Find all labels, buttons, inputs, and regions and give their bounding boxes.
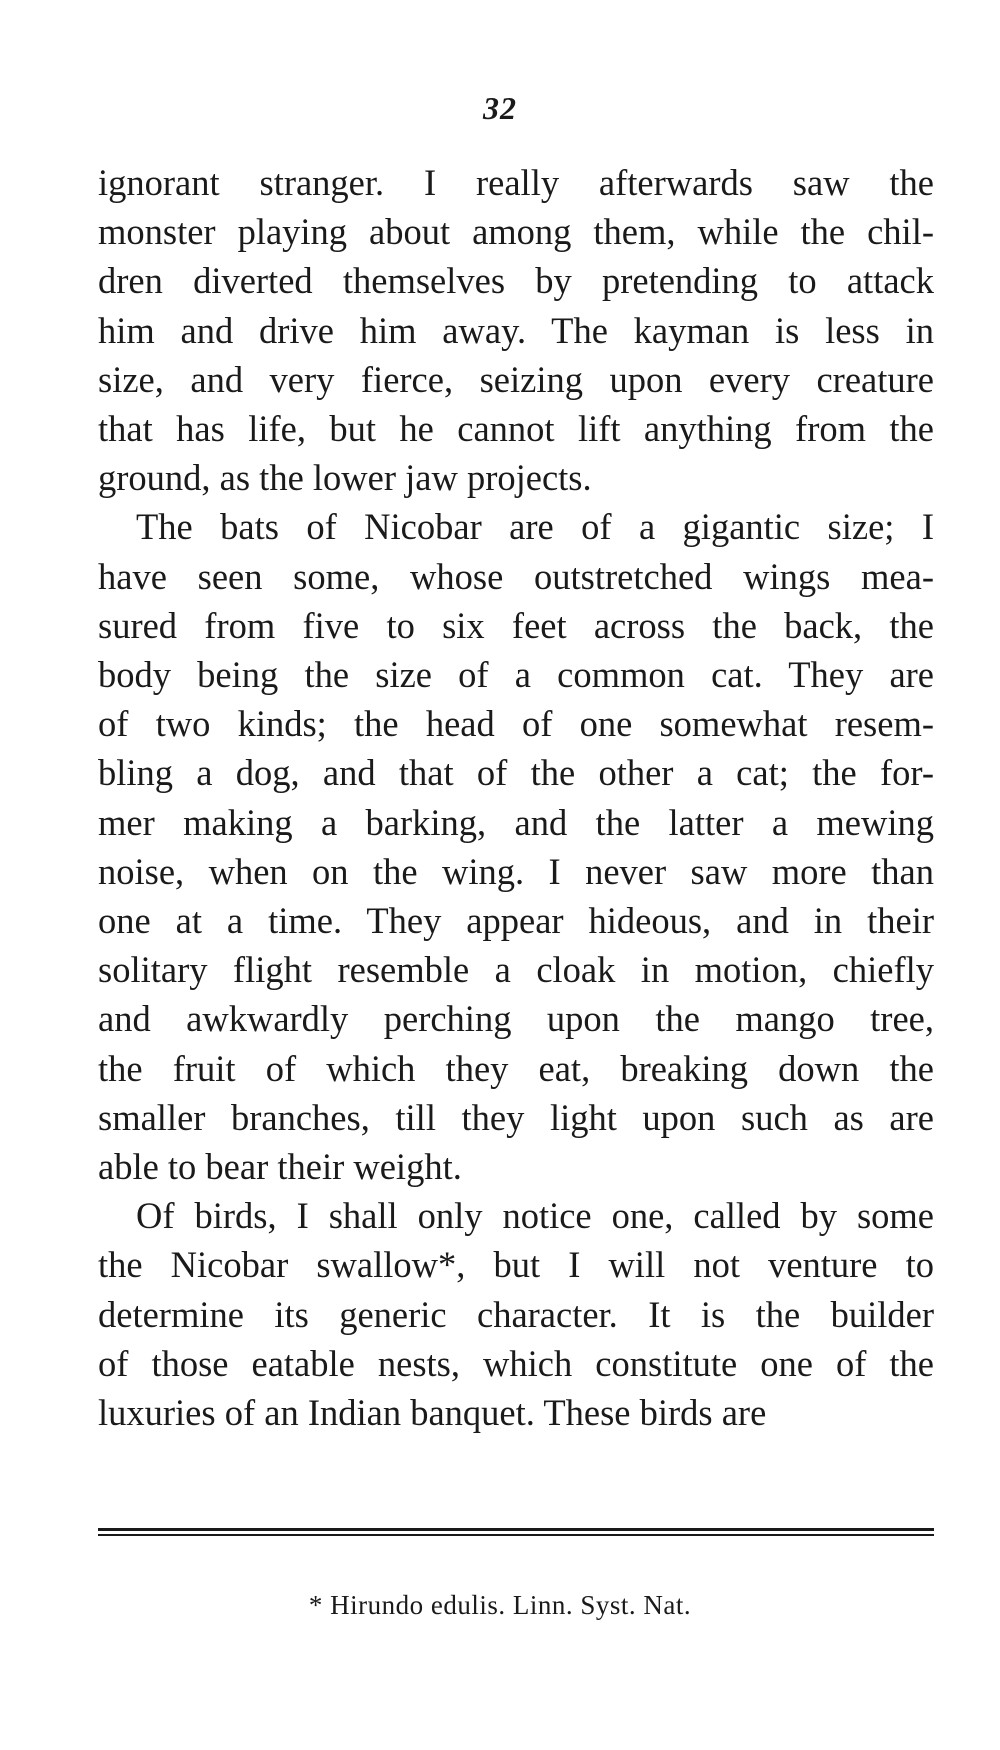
text-line: one at a time. They appear hideous, and in their <box>98 900 934 942</box>
text-line: monster playing about among them, while the chil- <box>98 211 934 253</box>
text-line: dren diverted themselves by pretending to attack <box>98 260 934 302</box>
text-line: sured from five to six feet across the back, the <box>98 604 934 646</box>
text-line: determine its generic character. It is the builder <box>98 1293 934 1335</box>
text-line: the fruit of which they eat, breaking down the <box>98 1047 934 1089</box>
text-line: solitary flight resemble a cloak in motion, chiefly <box>98 949 934 991</box>
text-line: mer making a barking, and the latter a mewing <box>98 801 934 843</box>
paragraph <box>98 158 934 502</box>
text-line: him and drive him away. The kayman is less in <box>98 309 934 351</box>
footnote: * Hirundo edulis. Linn. Syst. Nat. <box>308 1590 692 1620</box>
text-line: of those eatable nests, which constitute one of the <box>98 1342 934 1384</box>
text-line: able to bear their weight. <box>98 1146 462 1188</box>
footnote-rule-thin <box>98 1534 934 1536</box>
paragraph <box>98 1191 934 1437</box>
page-number: 32 <box>483 90 517 126</box>
body-text <box>98 158 934 1437</box>
text-line: smaller branches, till they light upon such as are <box>98 1096 934 1138</box>
text-line: and awkwardly perching upon the mango tree, <box>98 998 934 1040</box>
text-line: the Nicobar swallow*, but I will not venture to <box>98 1244 934 1286</box>
paragraph <box>98 502 934 1191</box>
text-line: body being the size of a common cat. They are <box>98 654 934 696</box>
text-line: Of birds, I shall only notice one, called by some <box>136 1195 934 1237</box>
text-line: that has life, but he cannot lift anything from the <box>98 408 934 450</box>
text-line: luxuries of an Indian banquet. These birds are <box>98 1392 767 1434</box>
text-line: of two kinds; the head of one somewhat resem- <box>98 703 934 745</box>
text-line: The bats of Nicobar are of a gigantic size; I <box>136 506 934 548</box>
text-line: ignorant stranger. I really afterwards saw the <box>98 162 934 203</box>
text-line: size, and very fierce, seizing upon every creature <box>98 358 934 400</box>
text-line: noise, when on the wing. I never saw more than <box>98 850 934 892</box>
footnote-rule-thick <box>98 1528 934 1531</box>
text-line: have seen some, whose outstretched wings mea- <box>98 555 934 597</box>
text-line: ground, as the lower jaw projects. <box>98 457 592 499</box>
text-line: bling a dog, and that of the other a cat; the for- <box>98 752 934 794</box>
